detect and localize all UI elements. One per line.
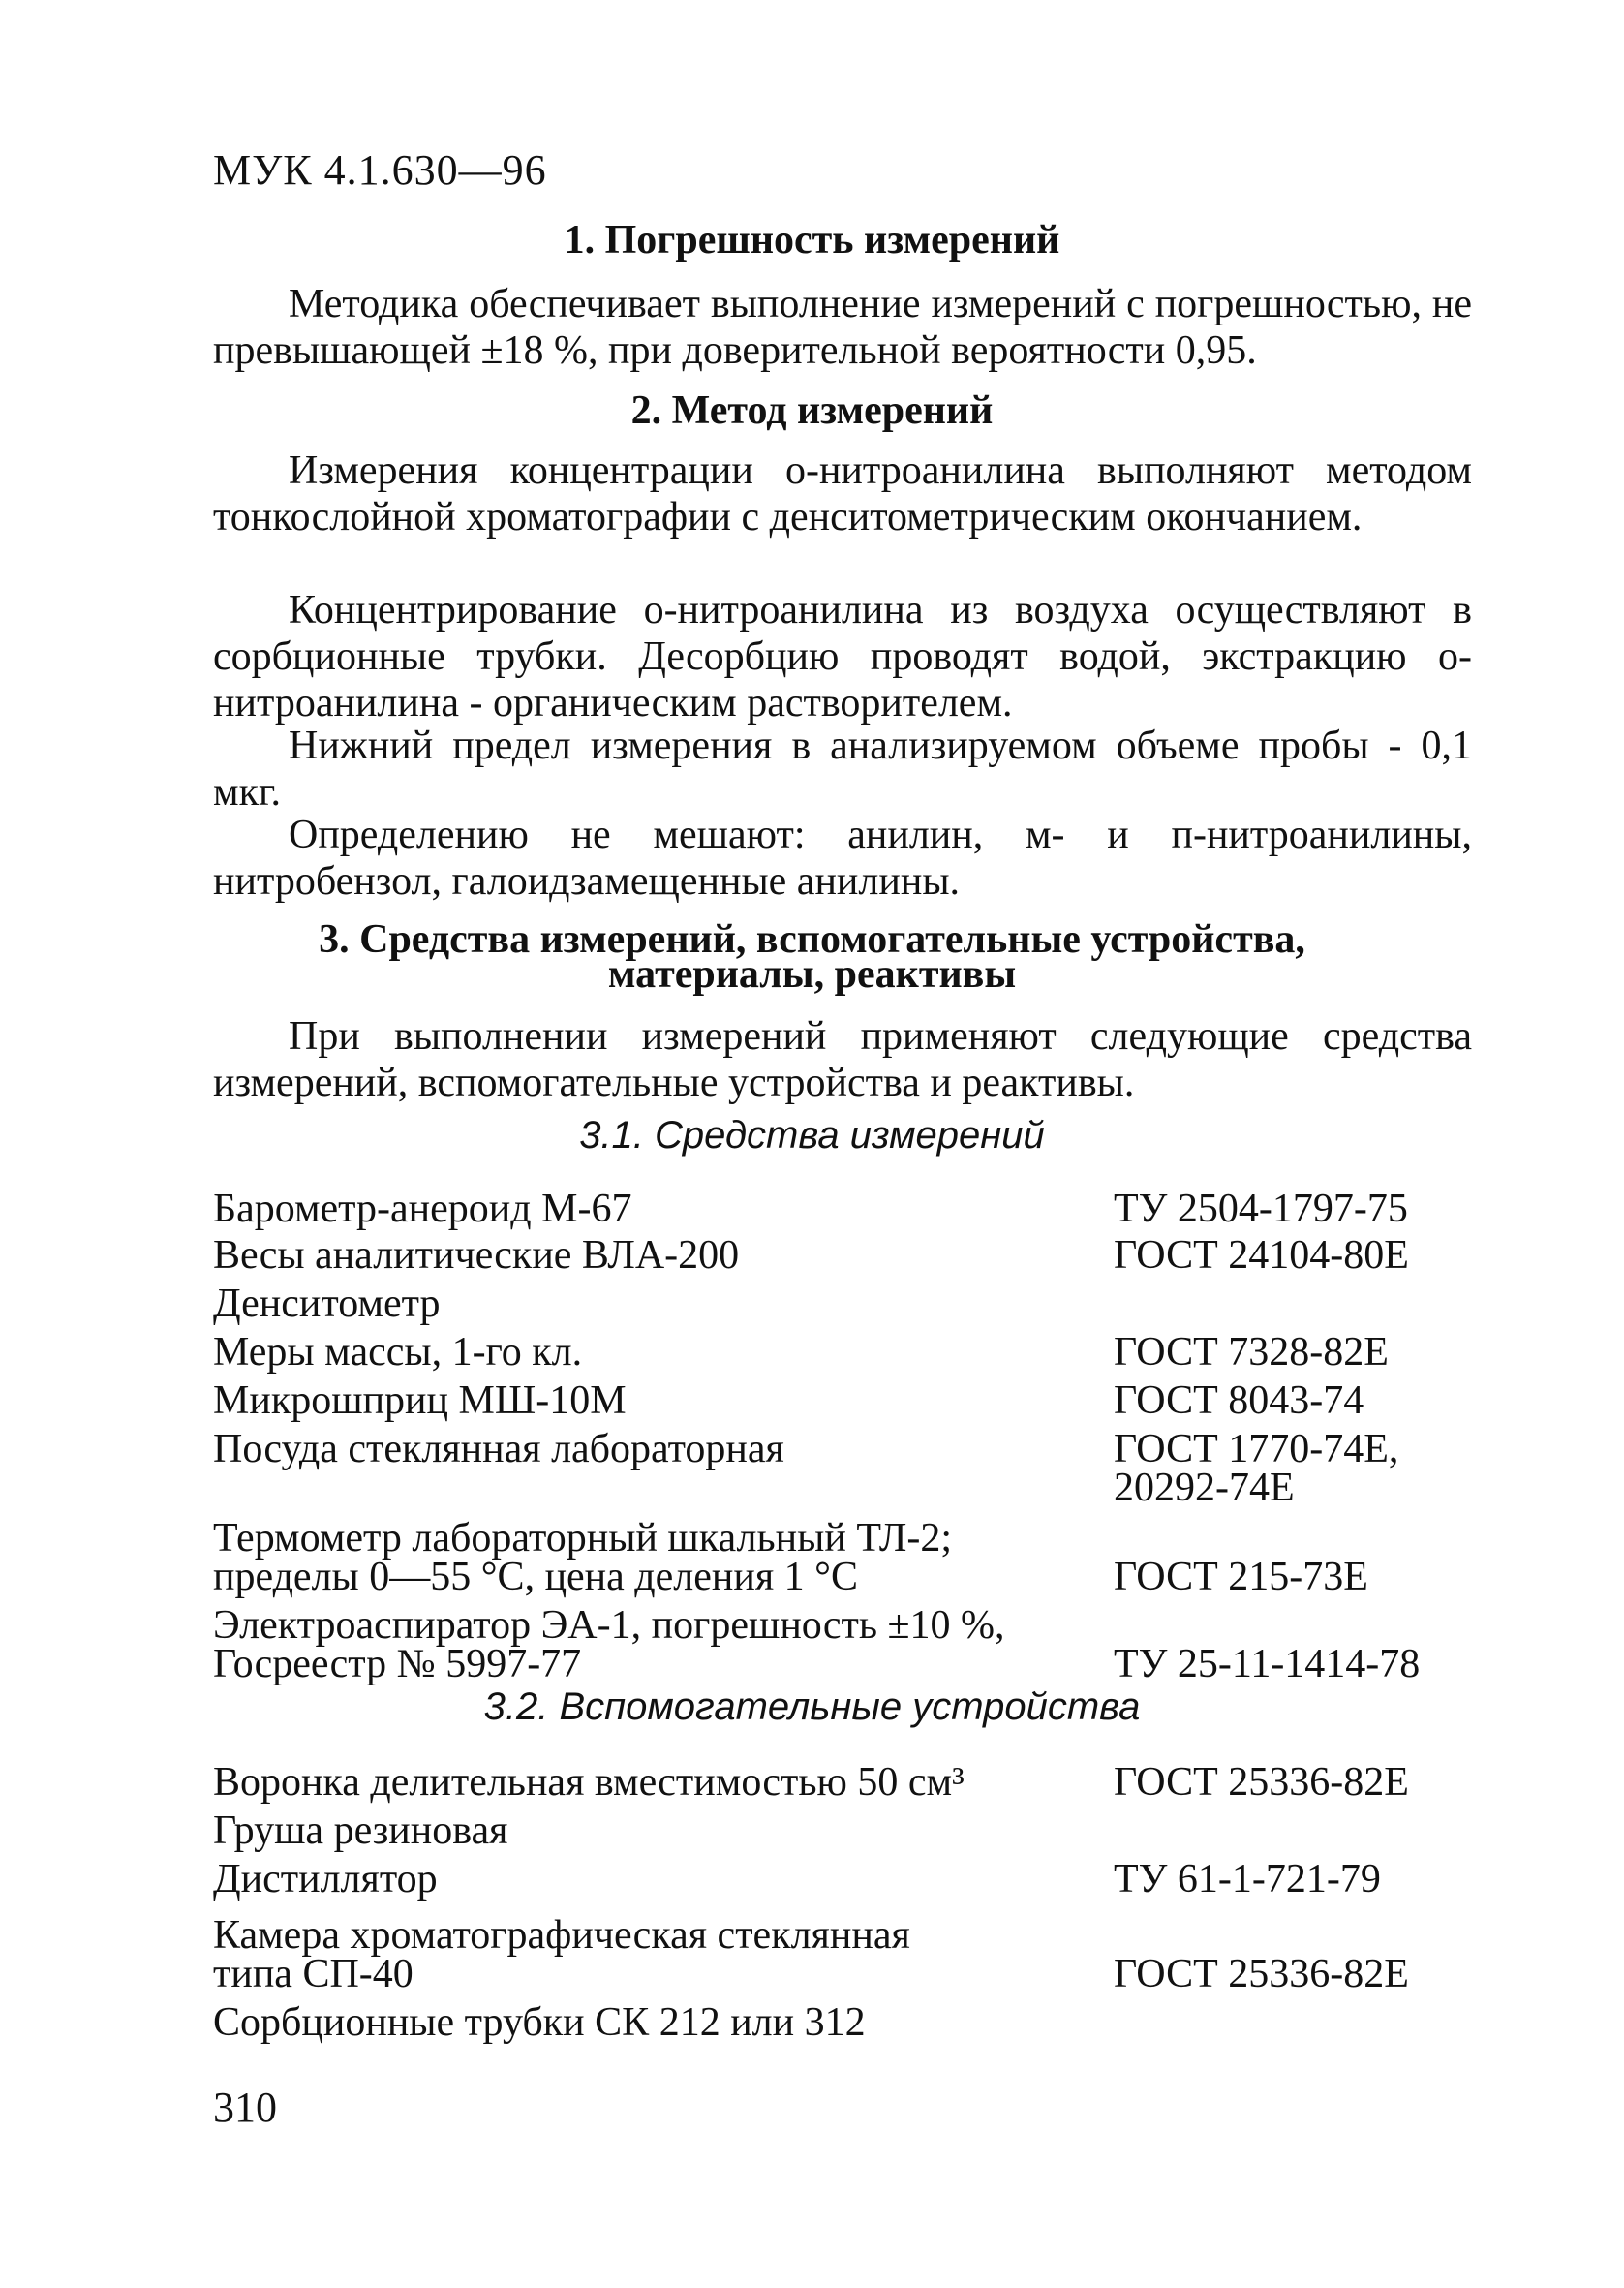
item-standard: ГОСТ 7328-82Е (1114, 1330, 1389, 1375)
item-name: Дистиллятор (213, 1857, 438, 1902)
item-standard: ГОСТ 24104-80Е (1114, 1233, 1409, 1278)
item-name: Микрошприц МШ-10М (213, 1378, 627, 1423)
item-standard: ТУ 61-1-721-79 (1114, 1857, 1381, 1902)
item-standard: ТУ 25-11-1414-78 (1114, 1642, 1421, 1686)
section2-paragraph: Измерения концентрации о-нитроанилина выполняют методом тонкослойной хроматографии с денситометрическим окончанием. (213, 448, 1472, 540)
section2-paragraph: Концентрирование о-нитроанилина из воздуха осуществляют в сорбционные трубки. Десорбцию проводят водой, экстракцию о-нитроанилина - органическим растворителем. (213, 588, 1472, 726)
section3-heading-line1: 3. Средства измерений, вспомогательные устройства, (319, 917, 1305, 962)
item-name: Груша резиновая (213, 1809, 508, 1853)
section2-heading: 2. Метод измерений (630, 388, 994, 433)
section3-intro: При выполнении измерений применяют следующие средства измерений, вспомогательные устройства и реактивы. (213, 1014, 1472, 1105)
subsection32-heading: 3.2. Вспомогательные устройства (483, 1685, 1141, 1728)
section1-heading: 1. Погрешность измерений (564, 218, 1060, 263)
section2-paragraph: Нижний предел измерения в анализируемом объеме пробы - 0,1 мкг. (213, 724, 1472, 815)
item-standard: ГОСТ 25336-82Е (1114, 1760, 1409, 1805)
item-name: Весы аналитические ВЛА-200 (213, 1233, 740, 1278)
item-name: Сорбционные трубки СК 212 или 312 (213, 2000, 866, 2045)
page-number: 310 (213, 2084, 277, 2131)
item-standard: ГОСТ 1770-74Е, 20292-74Е (1114, 1427, 1399, 1510)
item-name: Барометр-анероид М-67 (213, 1187, 632, 1231)
item-name: Камера хроматографическая стеклянная типа СП-40 (213, 1913, 910, 1996)
item-name: Меры массы, 1-го кл. (213, 1330, 583, 1375)
item-name: Термометр лабораторный шкальный ТЛ-2; пределы 0—55 °С, цена деления 1 °С (213, 1516, 953, 1599)
item-name: Денситометр (213, 1282, 441, 1326)
item-standard: ГОСТ 25336-82Е (1114, 1952, 1409, 1996)
item-name: Воронка делительная вместимостью 50 см³ (213, 1760, 965, 1805)
section1-text: Методика обеспечивает выполнение измерений с погрешностью, не превышающей ±18 %, при доверительной вероятности 0,95. (213, 282, 1472, 373)
item-standard: ГОСТ 8043-74 (1114, 1378, 1364, 1423)
section3-heading-line2: материалы, реактивы (607, 952, 1017, 997)
section2-paragraph: Определению не мешают: анилин, м- и п-нитроанилины, нитробензол, галоидзамещенные анилины. (213, 813, 1472, 904)
subsection31-heading: 3.1. Средства измерений (579, 1114, 1045, 1157)
item-standard: ТУ 2504-1797-75 (1114, 1187, 1408, 1231)
item-standard: ГОСТ 215-73Е (1114, 1555, 1368, 1599)
item-name: Посуда стеклянная лабораторная (213, 1427, 784, 1471)
document-code: МУК 4.1.630—96 (213, 146, 547, 194)
item-name: Электроаспиратор ЭА-1, погрешность ±10 %, Госреестр № 5997-77 (213, 1603, 1005, 1686)
